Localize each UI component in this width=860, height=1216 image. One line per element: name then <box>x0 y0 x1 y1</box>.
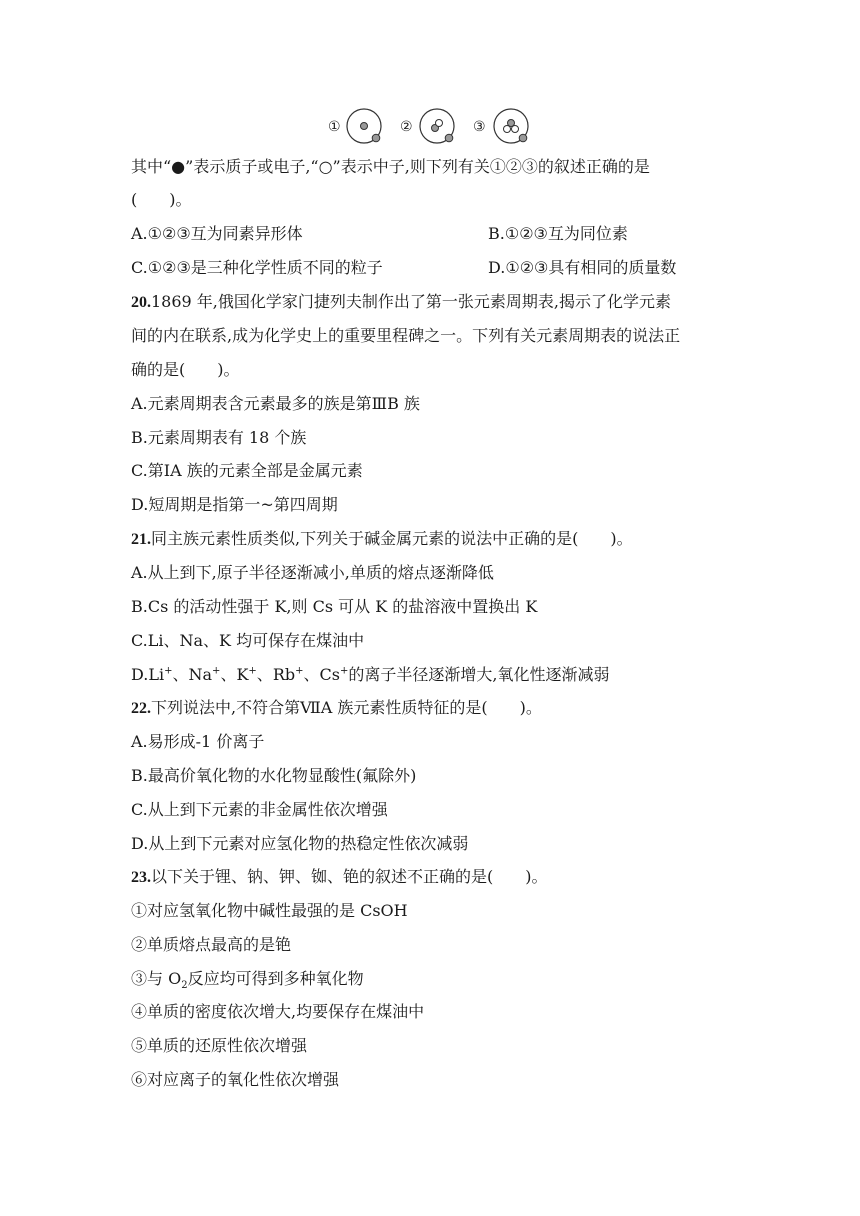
q21-number: 21. <box>131 531 151 548</box>
isotope-figure <box>328 104 538 150</box>
atom-3 <box>494 109 528 143</box>
q23-statement-5: ⑤单质的还原性依次增强 <box>131 1036 308 1055</box>
q23-statement-1: ①对应氢氧化物中碱性最强的是 CsOH <box>131 901 408 920</box>
q20-option-a: A.元素周期表含元素最多的族是第ⅢB 族 <box>131 394 420 413</box>
ion-cs: Cs+ <box>319 665 349 684</box>
q23-number: 23. <box>131 869 151 886</box>
label-2: ② <box>400 119 413 135</box>
q21-option-c: C.Li、Na、K 均可保存在煤油中 <box>131 631 365 650</box>
q19-option-c: C.①②③是三种化学性质不同的粒子 <box>131 258 383 277</box>
q23-statement-6: ⑥对应离子的氧化性依次增强 <box>131 1070 340 1089</box>
isotope-diagrams <box>328 104 538 150</box>
q23-statement-4: ④单质的密度依次增大,均要保存在煤油中 <box>131 1002 425 1021</box>
q20-stem-line3: 确的是( )。 <box>131 360 240 379</box>
atom-1 <box>347 109 381 143</box>
q22-stem <box>131 697 542 720</box>
q21-stem-text: 同主族元素性质类似,下列关于碱金属元素的说法中正确的是( )。 <box>151 529 633 548</box>
q23-statement-3: ③与 $O_2$反应均可得到多种氧化物 <box>131 969 364 992</box>
label-1: ① <box>328 119 341 135</box>
q23-stem-text: 以下关于锂、钠、钾、铷、铯的叙述不正确的是( )。 <box>151 867 548 886</box>
q19-option-a: A.①②③互为同素异形体 <box>131 224 303 243</box>
q20-option-b: B.元素周期表有 18 个族 <box>131 428 307 447</box>
label-3: ③ <box>473 119 486 135</box>
q22-option-a: A.易形成-1 价离子 <box>131 732 265 751</box>
q20-number: 20. <box>131 294 151 311</box>
q19-option-b: B.①②③互为同位素 <box>488 224 628 243</box>
q20-stem-text: 1869 年,俄国化学家门捷列夫制作出了第一张元素周期表,揭示了化学元素 <box>151 292 671 311</box>
q20-option-d: D.短周期是指第一~第四周期 <box>131 495 338 514</box>
q21-option-d-suffix: 的离子半径逐渐增大,氧化性逐渐减弱 <box>348 665 610 684</box>
q22-option-b: B.最高价氧化物的水化物显酸性(氟除外) <box>131 766 417 785</box>
q20-option-c: C.第ⅠA 族的元素全部是金属元素 <box>131 461 363 480</box>
q21-option-a: A.从上到下,原子半径逐渐减小,单质的熔点逐渐降低 <box>131 563 494 582</box>
atom-2 <box>420 109 454 143</box>
q21-option-d-prefix: D. <box>131 665 149 684</box>
ion-k: K+ <box>236 665 257 684</box>
q19-stem-line2: ( )。 <box>131 190 192 209</box>
q22-stem-text: 下列说法中,不符合第ⅦA 族元素性质特征的是( )。 <box>151 698 542 717</box>
ion-li: Li+ <box>148 665 173 684</box>
ion-rb: Rb+ <box>272 665 304 684</box>
q20-stem-line1 <box>131 291 671 314</box>
q22-option-d: D.从上到下元素对应氢化物的热稳定性依次减弱 <box>131 834 469 853</box>
q21-stem <box>131 528 633 551</box>
q19-stem-line1: 其中“●”表示质子或电子,“○”表示中子,则下列有关①②③的叙述正确的是 <box>131 157 650 176</box>
q19-option-d: D.①②③具有相同的质量数 <box>488 258 677 277</box>
q21-option-b: B.Cs 的活动性强于 K,则 Cs 可从 K 的盐溶液中置换出 K <box>131 597 538 616</box>
q22-number: 22. <box>131 700 151 717</box>
q22-option-c: C.从上到下元素的非金属性依次增强 <box>131 800 388 819</box>
q21-option-d: D.Li+、Na+、K+、Rb+、Cs+的离子半径逐渐增大,氧化性逐渐减弱 <box>131 665 610 684</box>
q23-stem <box>131 866 548 889</box>
q23-statement-2: ②单质熔点最高的是铯 <box>131 935 292 954</box>
ion-na: Na+ <box>188 665 221 684</box>
q20-stem-line2: 间的内在联系,成为化学史上的重要里程碑之一。下列有关元素周期表的说法正 <box>131 326 681 345</box>
